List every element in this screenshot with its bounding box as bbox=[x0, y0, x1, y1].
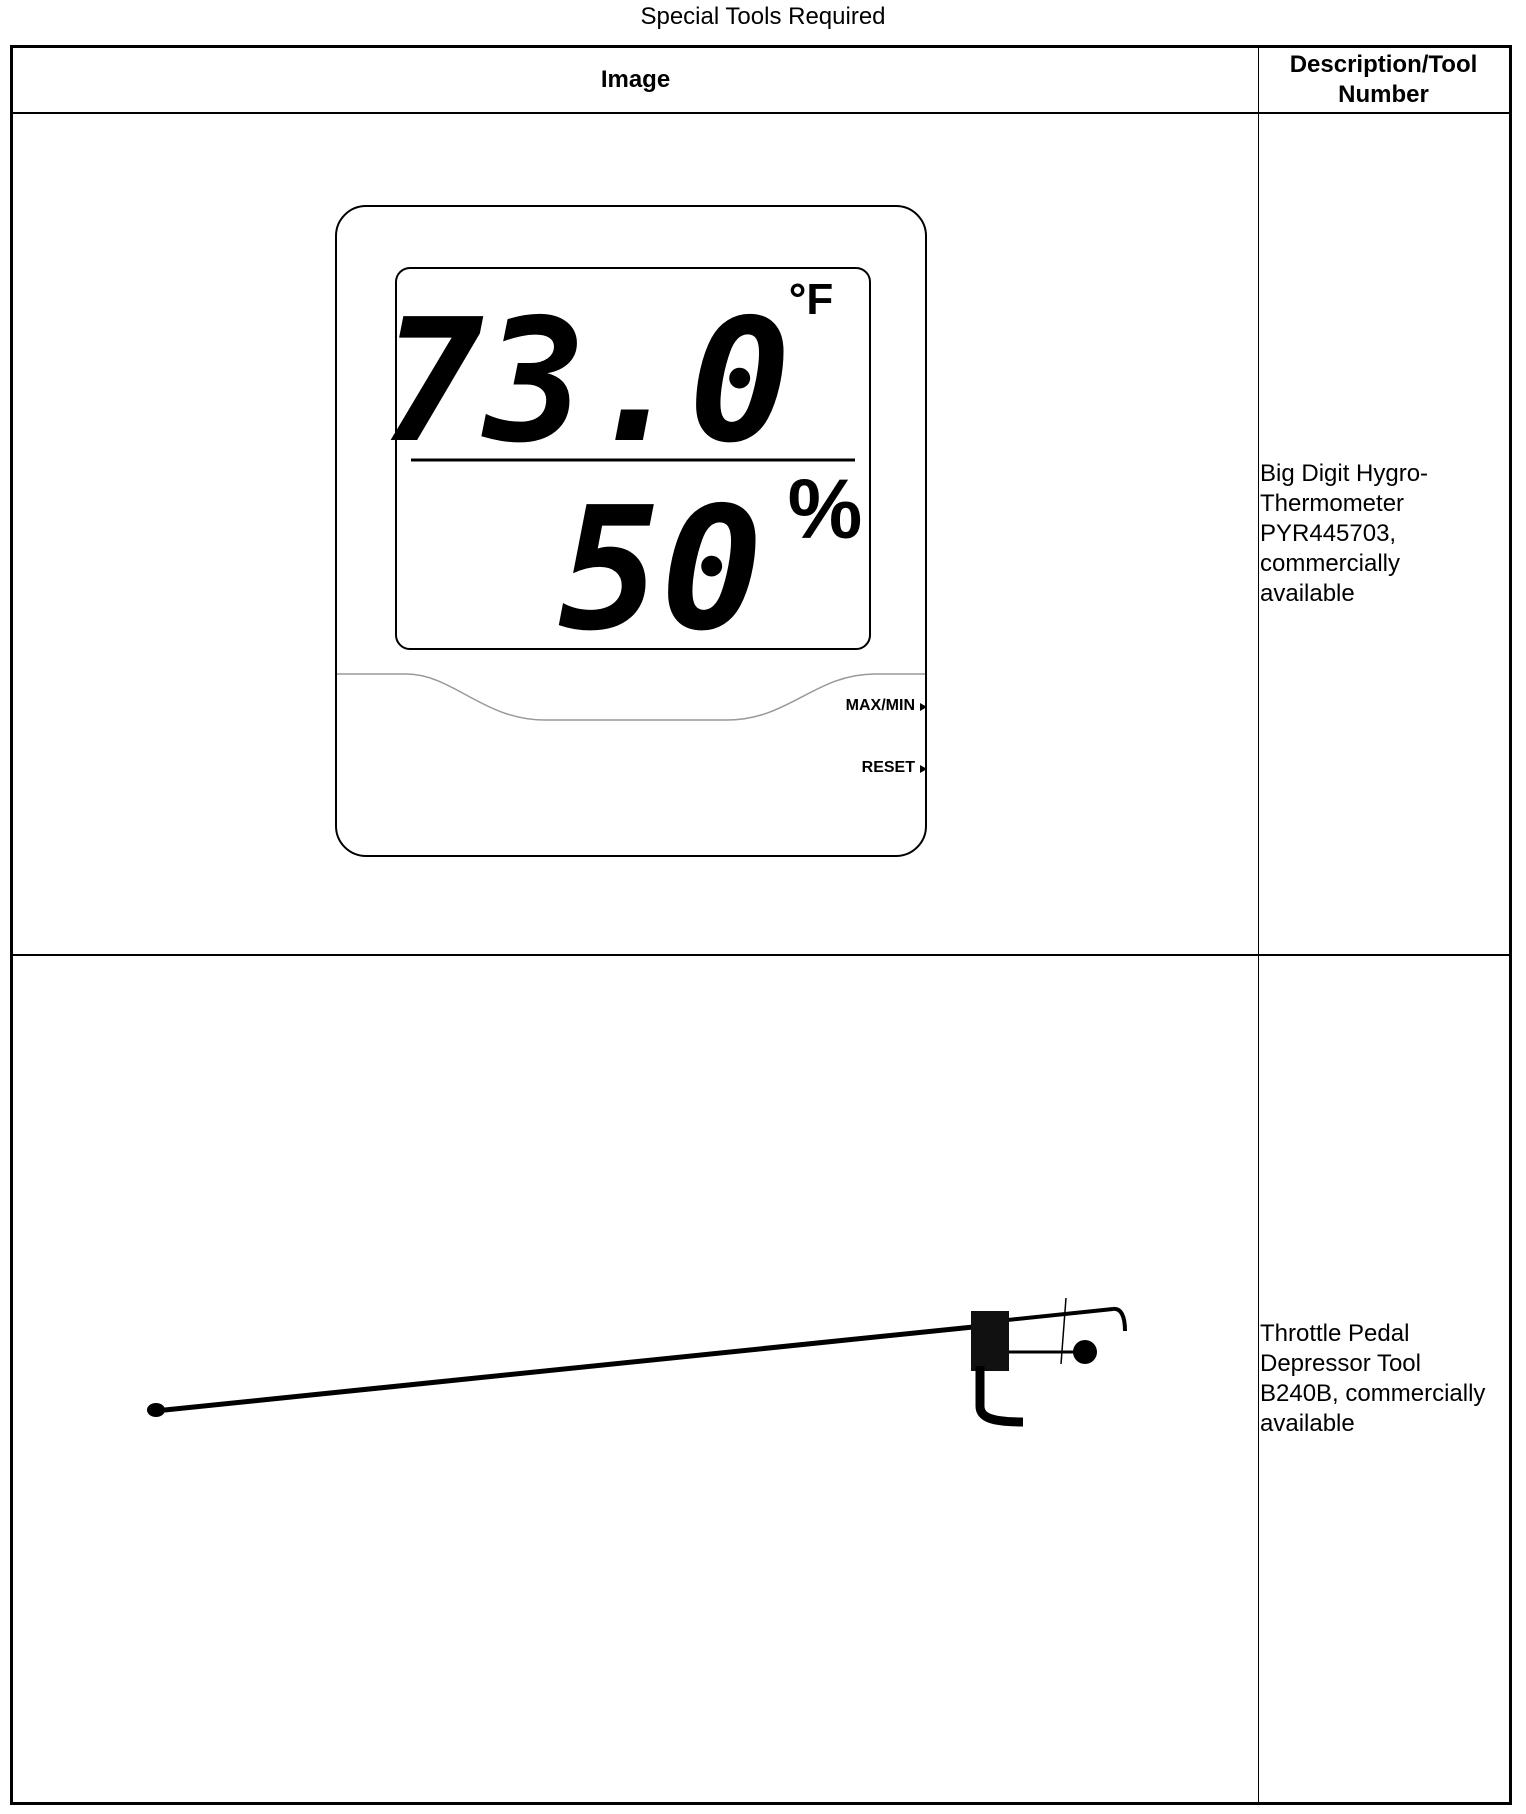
tool-description: Big Digit Hygro-Thermometer PYR445703, commercially available bbox=[1260, 460, 1429, 607]
reset-label: RESET bbox=[861, 759, 915, 776]
image-cell bbox=[13, 114, 1258, 954]
header-description: Description/Tool Number bbox=[1289, 51, 1478, 108]
page-caption: Special Tools Required bbox=[640, 3, 886, 30]
header-image: Image bbox=[600, 66, 671, 93]
temperature-unit: °F bbox=[788, 275, 834, 324]
throttle-pedal-depressor-illustration bbox=[13, 956, 1258, 1802]
humidity-unit: % bbox=[787, 462, 863, 556]
description-cell bbox=[1260, 956, 1507, 1802]
hygro-thermometer-illustration bbox=[13, 114, 1258, 954]
temperature-readout: 73.0 bbox=[381, 283, 791, 481]
humidity-readout: 50 bbox=[558, 471, 763, 669]
image-cell bbox=[13, 956, 1258, 1802]
description-cell bbox=[1260, 114, 1507, 954]
table-header-row bbox=[13, 48, 1509, 114]
table-row bbox=[13, 114, 1509, 954]
tool-description: Throttle Pedal Depressor Tool B240B, commercially available bbox=[1260, 1320, 1486, 1437]
special-tools-table bbox=[10, 45, 1512, 1805]
max-min-label: MAX/MIN bbox=[845, 697, 915, 714]
table-row bbox=[13, 956, 1509, 1802]
